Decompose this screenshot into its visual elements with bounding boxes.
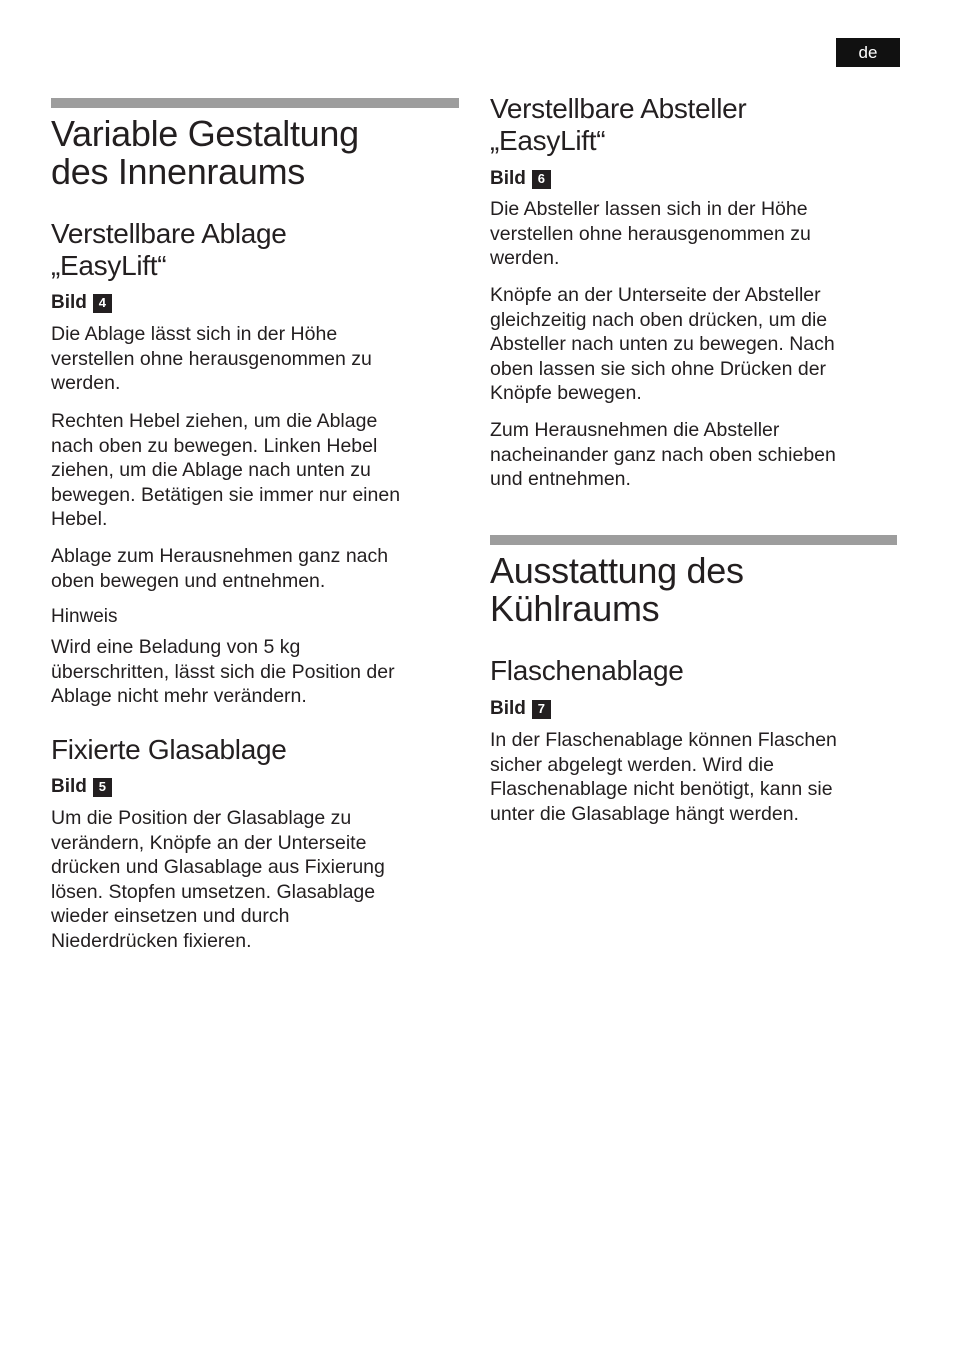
- figure-reference: Bild 6: [490, 168, 551, 190]
- figure-number-badge: 4: [93, 294, 112, 313]
- heading-fixierte-glasablage: Fixierte Glasablage: [51, 734, 287, 765]
- paragraph: Ablage zum Herausnehmen ganz nach oben bewegen und entnehmen.: [51, 545, 389, 592]
- hint-title: Hinweis: [51, 606, 118, 627]
- heading-verstellbare-absteller: Verstellbare Absteller „EasyLift“: [490, 93, 747, 156]
- language-badge: de: [836, 38, 900, 67]
- section-title-ausstattung: Ausstattung des Kühlraums: [490, 550, 744, 629]
- hint-text: Wird eine Beladung von 5 kg überschritten, lässt sich die Position der Ablage nicht mehr verändern.: [51, 636, 395, 707]
- figure-reference: Bild 4: [51, 292, 112, 314]
- figure-number-badge: 7: [532, 700, 551, 719]
- heading-flaschenablage: Flaschenablage: [490, 655, 684, 686]
- section-rule: [51, 98, 459, 108]
- paragraph: Zum Herausnehmen die Absteller nacheinander ganz nach oben schieben und entnehmen.: [490, 419, 836, 490]
- heading-verstellbare-ablage: Verstellbare Ablage „EasyLift“: [51, 218, 287, 281]
- paragraph: Um die Position der Glasablage zu verändern, Knöpfe an der Unterseite drücken und Glasablage aus Fixierung lösen. Stopfen umsetzen. Glasablage wieder einsetzen und durch Niederdrücken fixieren.: [51, 807, 385, 952]
- section-rule: [490, 535, 897, 545]
- paragraph: Die Ablage lässt sich in der Höhe verstellen ohne herausgenommen zu werden.: [51, 323, 372, 394]
- section-title-variable-gestaltung: Variable Gestaltung des Innenraums: [51, 113, 359, 192]
- figure-reference: Bild 7: [490, 698, 551, 720]
- figure-number-badge: 5: [93, 778, 112, 797]
- paragraph: Knöpfe an der Unterseite der Absteller gleichzeitig nach oben drücken, um die Absteller nach unten zu bewegen. Nach oben lassen sie sich ohne Drücken der Knöpfe bewegen.: [490, 284, 835, 404]
- paragraph: Rechten Hebel ziehen, um die Ablage nach oben zu bewegen. Linken Hebel ziehen, um die Ablage nach unten zu bewegen. Betätigen sie immer nur einen Hebel.: [51, 410, 401, 530]
- figure-number-badge: 6: [532, 170, 551, 189]
- figure-reference: Bild 5: [51, 776, 112, 798]
- paragraph: Die Absteller lassen sich in der Höhe verstellen ohne herausgenommen zu werden.: [490, 198, 811, 269]
- paragraph: In der Flaschenablage können Flaschen sicher abgelegt werden. Wird die Flaschenablage nicht benötigt, kann sie unter die Glasablage hängt werden.: [490, 729, 837, 825]
